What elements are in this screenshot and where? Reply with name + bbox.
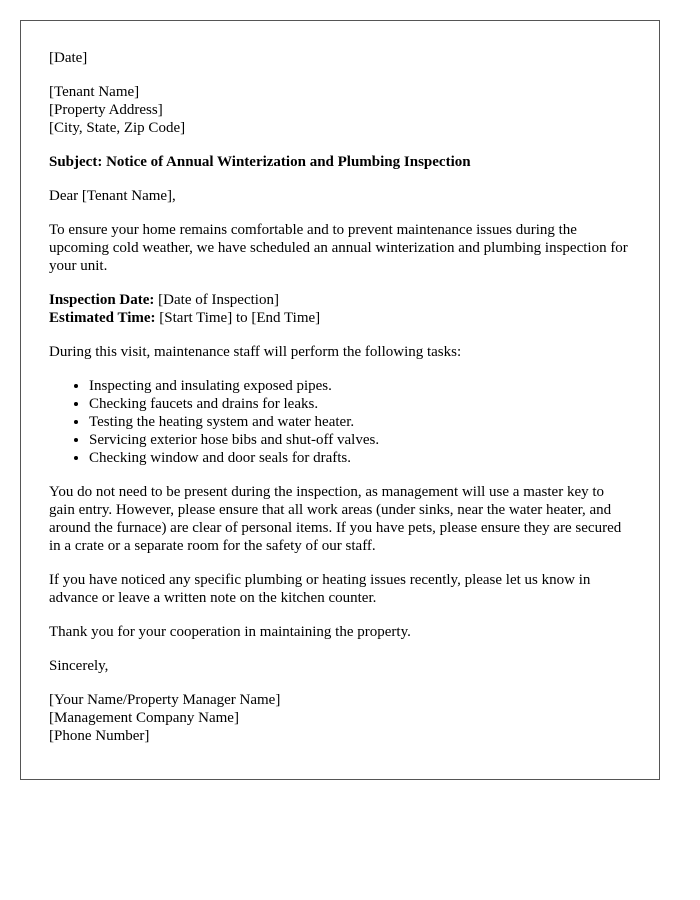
subject-line: Subject: Notice of Annual Winterization and Plumbing Inspection	[49, 154, 471, 170]
inspection-date-line	[49, 291, 631, 309]
signature-block	[49, 691, 631, 745]
inspection-date-value: [Date of Inspection]	[154, 292, 279, 308]
closing: Sincerely,	[49, 658, 109, 674]
tasks-intro: During this visit, maintenance staff will perform the following tasks:	[49, 344, 462, 360]
intro-paragraph: To ensure your home remains comfortable and to prevent maintenance issues during the upcoming cold weather, we have scheduled an annual winterization and plumbing inspection for your unit.	[49, 222, 628, 274]
issues-paragraph: If you have noticed any specific plumbing or heating issues recently, please let us know in advance or leave a written note on the kitchen counter.	[49, 572, 591, 606]
schedule-block	[49, 291, 631, 327]
recipient-block	[49, 83, 631, 137]
inspection-date-label: Inspection Date:	[49, 292, 155, 308]
recipient-address: [Property Address]	[49, 102, 163, 118]
thanks-paragraph: Thank you for your cooperation in maintaining the property.	[49, 624, 411, 640]
task-item: • Checking faucets and drains for leaks.	[89, 395, 631, 413]
estimated-time-value: [Start Time] to [End Time]	[155, 310, 321, 326]
letter-date: [Date]	[49, 50, 88, 66]
signature-name: [Your Name/Property Manager Name]	[49, 692, 281, 708]
access-paragraph: You do not need to be present during the inspection, as management will use a master key to gain entry. However, please ensure that all work areas (under sinks, near the water heater, and around the furnace) are clear of personal items. If you have pets, please ensure they are secured in a crate or a separate room for the safety of our staff.	[49, 484, 622, 554]
task-item: • Inspecting and insulating exposed pipes.	[89, 377, 631, 395]
recipient-name: [Tenant Name]	[49, 84, 140, 100]
task-list	[49, 377, 631, 467]
estimated-time-line	[49, 309, 631, 327]
task-item: • Checking window and door seals for drafts.	[89, 449, 631, 467]
signature-phone: [Phone Number]	[49, 728, 150, 744]
recipient-city-state-zip: [City, State, Zip Code]	[49, 120, 186, 136]
letter-page	[20, 20, 660, 780]
estimated-time-label: Estimated Time:	[49, 310, 156, 326]
salutation: Dear [Tenant Name],	[49, 188, 176, 204]
task-item: • Testing the heating system and water heater.	[89, 413, 631, 431]
task-item: • Servicing exterior hose bibs and shut-off valves.	[89, 431, 631, 449]
signature-company: [Management Company Name]	[49, 710, 239, 726]
